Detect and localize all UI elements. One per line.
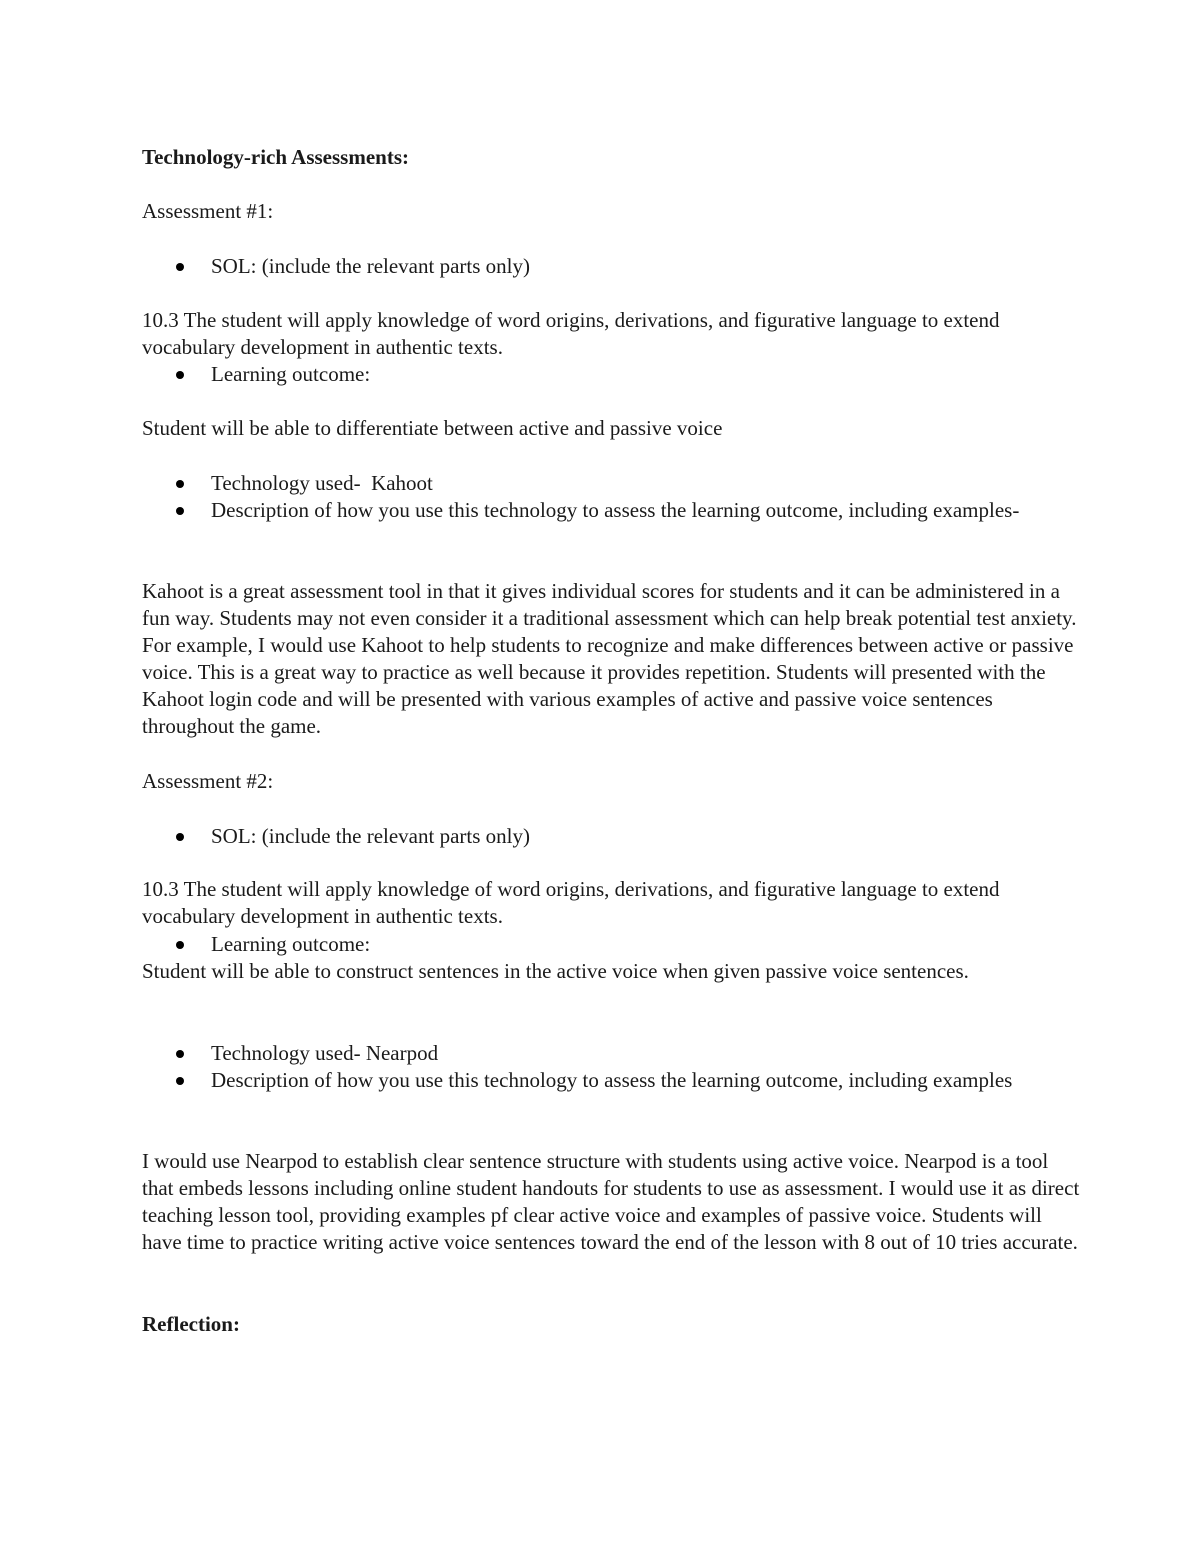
assessment-1-desc-bullet	[142, 497, 1082, 551]
bullet-dot-icon	[176, 480, 184, 488]
bullet-dot-icon	[176, 1050, 184, 1058]
assessment-2-sol-text: 10.3 The student will apply knowledge of word origins, derivations, and figurative language to extend vocabulary development in authentic texts.	[142, 877, 1000, 928]
bullet-text: Technology used- Kahoot	[211, 471, 433, 495]
assessment-1-sol-bullet	[142, 253, 1082, 280]
bullet-dot-icon	[176, 371, 184, 379]
bullet-text: Learning outcome:	[211, 932, 371, 956]
assessment-2-tech-bullet	[142, 1040, 1082, 1067]
bullet-text: SOL: (include the relevant parts only)	[211, 254, 530, 278]
bullet-dot-icon	[176, 1077, 184, 1085]
assessment-1-outcome-bullet	[142, 361, 1082, 388]
assessment-2-label: Assessment #2:	[142, 769, 274, 793]
assessment-2-description: I would use Nearpod to establish clear sentence structure with students using active voice. Nearpod is a tool that embeds lessons including online student handouts for students to use as assessment. I would use it as direct teaching lesson tool, providing examples pf clear active voice and examples of passive voice. Students will have time to practice writing active voice sentences toward the end of the lesson with 8 out of 10 tries accurate.	[142, 1149, 1080, 1254]
assessment-1-label: Assessment #1:	[142, 199, 274, 223]
assessment-1-description: Kahoot is a great assessment tool in that it gives individual scores for students and it can be administered in a fun way. Students may not even consider it a traditional assessment which can help break potential test anxiety. For example, I would use Kahoot to help students to recognize and make differences between active or passive voice. This is a great way to practice as well because it provides repetition. Students will presented with the Kahoot login code and will be presented with various examples of active and passive voice sentences throughout the game.	[142, 579, 1077, 738]
bullet-text: Description of how you use this technology to assess the learning outcome, including examples	[211, 1068, 1013, 1092]
bullet-text: Technology used- Nearpod	[211, 1041, 439, 1065]
reflection-heading: Reflection:	[142, 1312, 240, 1336]
assessment-1-tech-bullet	[142, 470, 1082, 497]
bullet-dot-icon	[176, 941, 184, 949]
assessment-2-outcome-bullet	[142, 931, 1082, 958]
assessment-2-outcome-text: Student will be able to construct sentences in the active voice when given passive voice sentences.	[142, 959, 969, 983]
bullet-dot-icon	[176, 263, 184, 271]
bullet-dot-icon	[176, 833, 184, 841]
page-title: Technology-rich Assessments:	[142, 145, 409, 169]
bullet-text: SOL: (include the relevant parts only)	[211, 824, 530, 848]
assessment-2-sol-bullet	[142, 823, 1082, 850]
assessment-1-sol-text: 10.3 The student will apply knowledge of word origins, derivations, and figurative language to extend vocabulary development in authentic texts.	[142, 308, 1000, 359]
assessment-1-outcome-text: Student will be able to differentiate between active and passive voice	[142, 416, 723, 440]
bullet-text: Learning outcome:	[211, 362, 371, 386]
assessment-2-desc-bullet	[142, 1067, 1082, 1121]
bullet-text: Description of how you use this technology to assess the learning outcome, including examples-	[211, 498, 1020, 522]
bullet-dot-icon	[176, 507, 184, 515]
